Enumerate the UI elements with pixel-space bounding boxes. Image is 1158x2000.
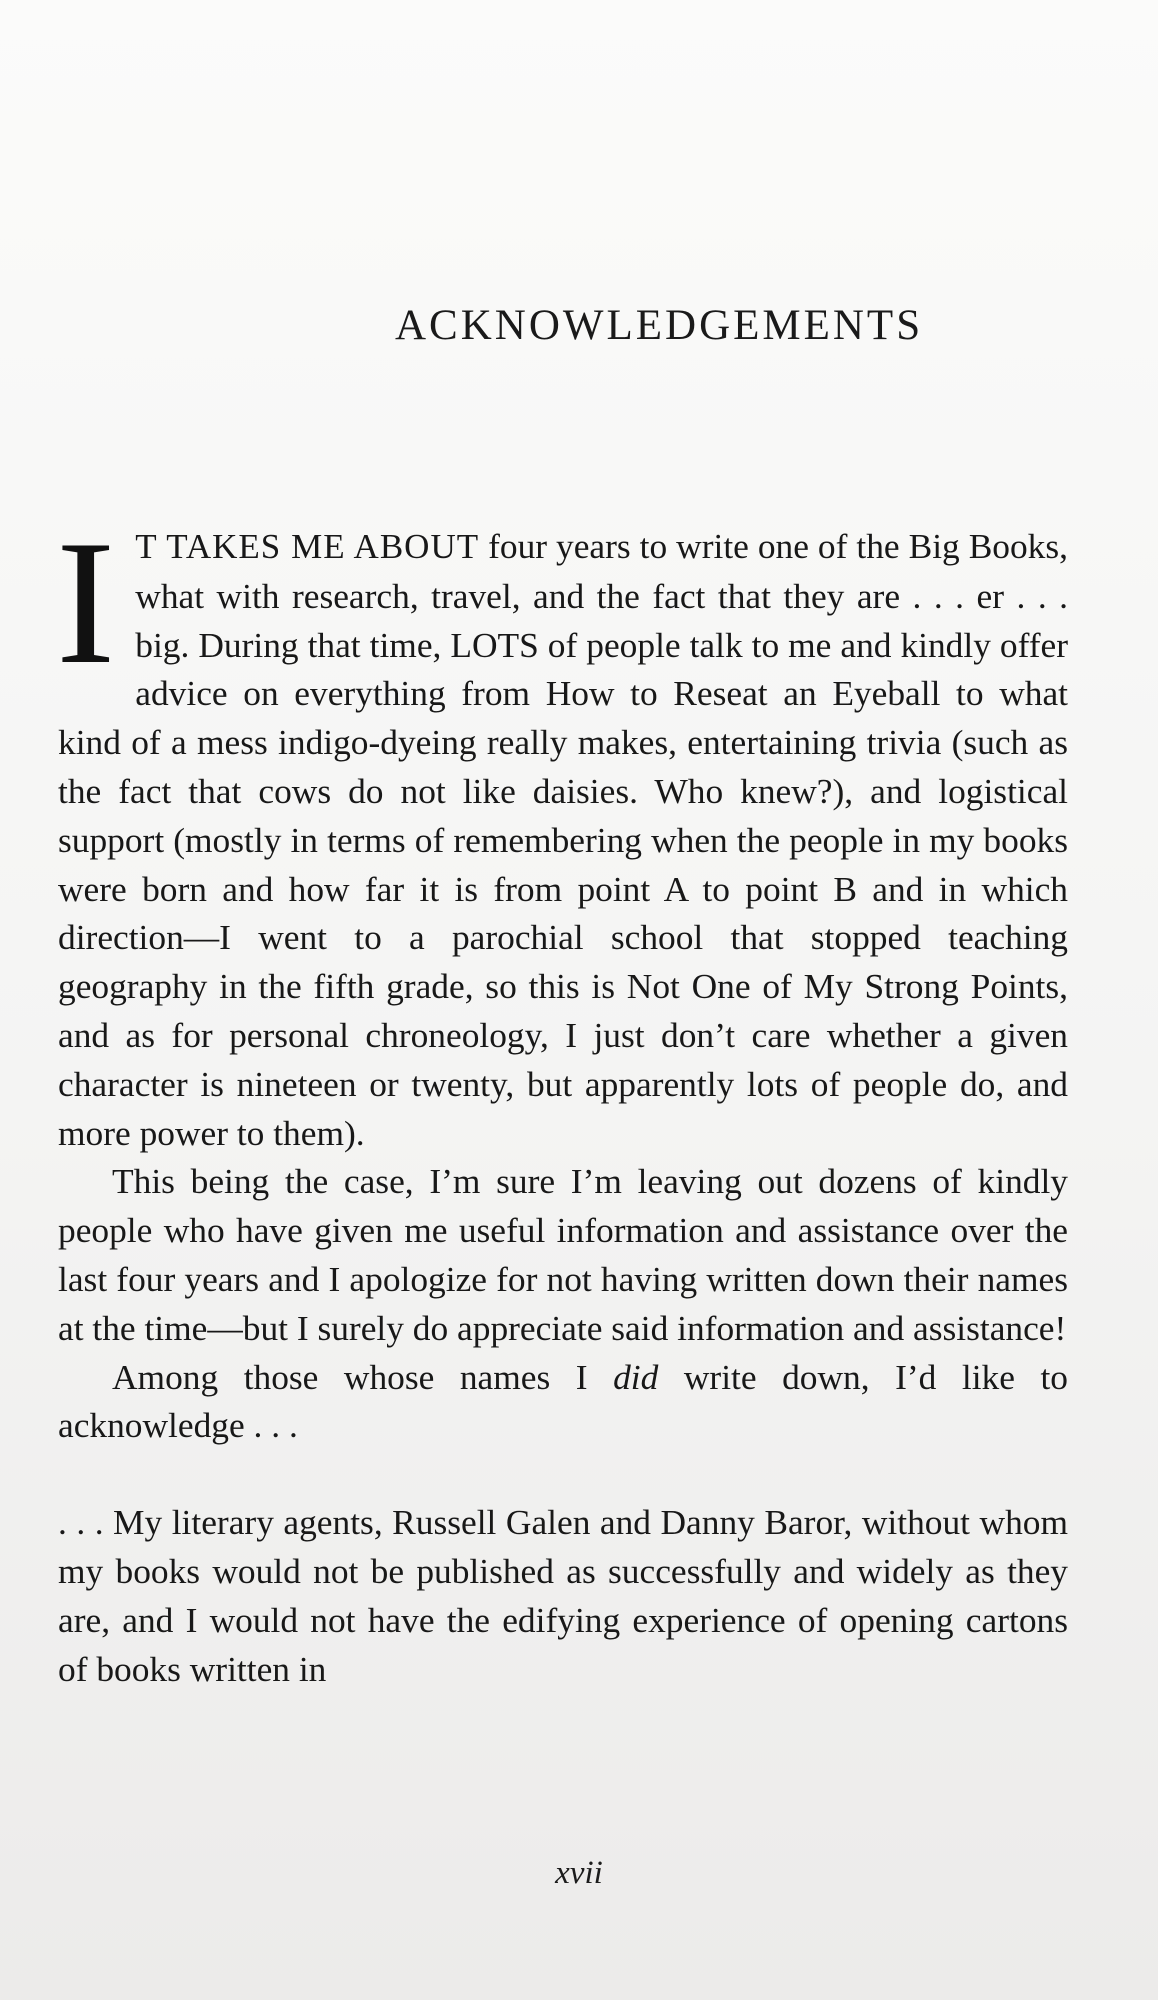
section-gap [58, 1450, 1068, 1498]
third-paragraph-start: Among those whose names I [112, 1356, 614, 1397]
emphasis-did: did [613, 1356, 659, 1397]
chapter-heading: ACKNOWLEDGEMENTS [395, 301, 924, 349]
paragraph-third [58, 1353, 1068, 1451]
opening-paragraph-text: four years to write one of the Big Books, what with research, travel, and the fact that they are . . . er . . . big. During that time, LOTS of people talk to me and kindly offer advice on everything from How to Reseat an Eyeball to what kind of a mess indigo-dyeing really makes, entertaining trivia (such as the fact that cows do not like daisies. Who knew?), and logistical support (mostly in terms of remembering when the people in my books were born and how far it is from point A to point B and in which direction—I went to a parochial school that stopped teaching geography in the fifth grade, so this is Not One of My Strong Points, and as for personal chroneology, I just don’t care whether a given character is nineteen or twenty, but apparently lots of people do, and more power to them). [58, 526, 1069, 1153]
paragraph-fourth: . . . My literary agents, Russell Galen and Danny Baror, without whom my books would not be published as successfully and widely as they are, and I would not have the edifying experience of opening cartons of books written in [58, 1502, 1068, 1689]
paragraph-second: This being the case, I’m sure I’m leaving out dozens of kindly people who have given me useful information and assistance over the last four years and I apologize for not having written down their names at the time—but I surely do appreciate said information and assistance! [58, 1161, 1068, 1348]
drop-cap: I [56, 503, 116, 701]
paragraph-opening [56, 503, 1069, 1157]
page-number: xvii [555, 1855, 603, 1891]
third-paragraph-end: write down, I’d like to acknowledge . . . [58, 1356, 1068, 1446]
lead-in-caps: T TAKES ME ABOUT [135, 527, 480, 566]
body-text [56, 503, 1069, 1693]
